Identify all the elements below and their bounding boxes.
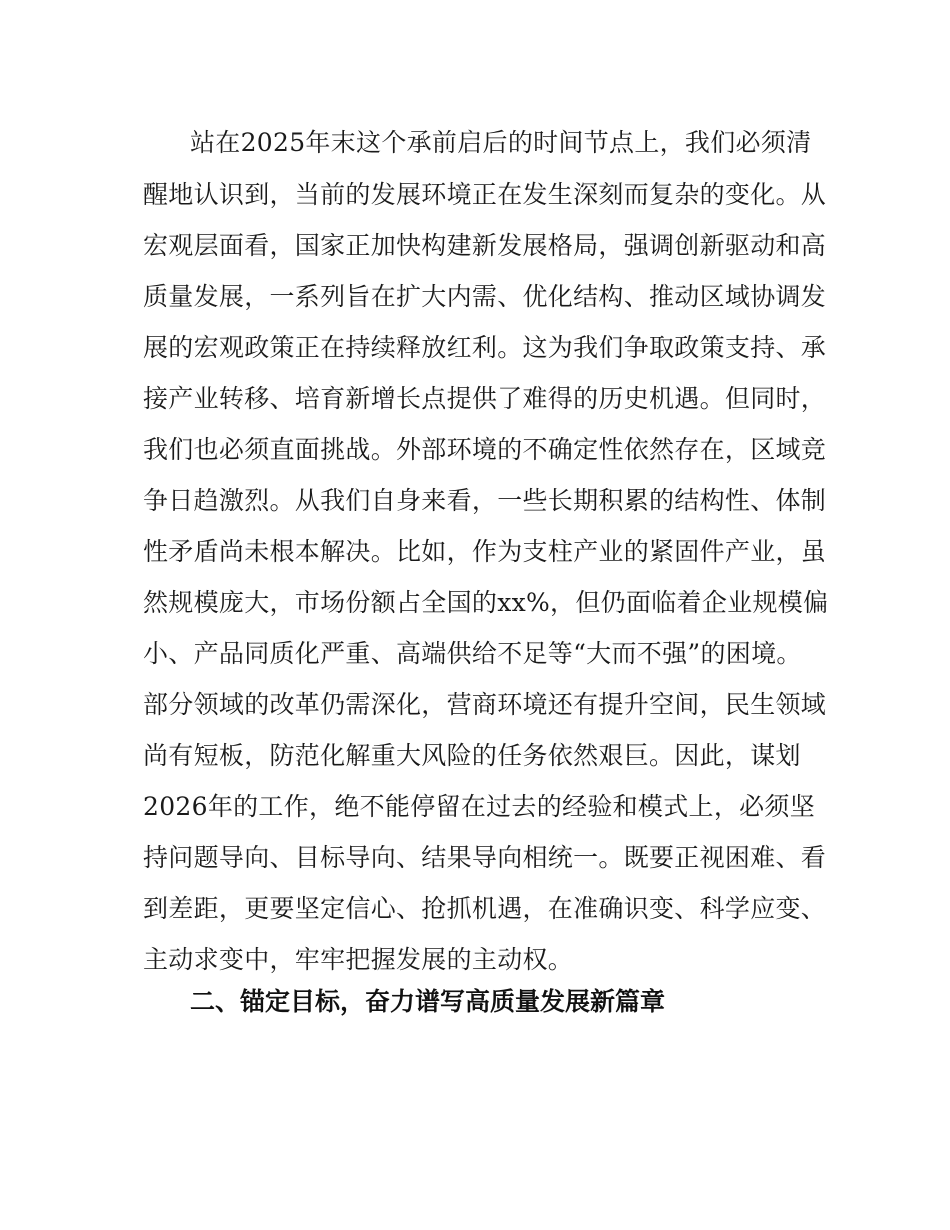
- paragraph-line: 争日趋激烈。从我们自身来看，一些长期积累的结构性、体制: [143, 486, 827, 515]
- paragraph-line: 性矛盾尚未根本解决。比如，作为支柱产业的紧固件产业，虽: [143, 537, 827, 566]
- paragraph-line: 主动求变中，牢牢把握发展的主动权。: [143, 945, 574, 974]
- paragraph-line: 接产业转移、培育新增长点提供了难得的历史机遇。但同时，: [143, 384, 827, 413]
- section-heading: 二、锚定目标，奋力谱写高质量发展新篇章: [190, 987, 666, 1016]
- paragraph-line: 然规模庞大，市场份额占全国的xx%，但仍面临着企业规模偏: [143, 588, 829, 617]
- paragraph-line: 小、产品同质化严重、高端供给不足等“大而不强”的困境。: [143, 639, 802, 668]
- paragraph-line: 持问题导向、目标导向、结果导向相统一。既要正视困难、看: [143, 843, 827, 872]
- paragraph-line: 展的宏观政策正在持续释放红利。这为我们争取政策支持、承: [143, 333, 827, 362]
- paragraph-line: 尚有短板，防范化解重大风险的任务依然艰巨。因此，谋划: [143, 741, 801, 770]
- paragraph-line: 部分领域的改革仍需深化，营商环境还有提升空间，民生领域: [143, 690, 827, 719]
- paragraph-line: 2026年的工作，绝不能停留在过去的经验和模式上，必须坚: [143, 792, 816, 821]
- paragraph-line: 站在2025年末这个承前启后的时间节点上，我们必须清: [190, 128, 812, 157]
- paragraph-line: 到差距，更要坚定信心、抢抓机遇，在准确识变、科学应变、: [143, 894, 827, 923]
- paragraph-line: 醒地认识到，当前的发展环境正在发生深刻而复杂的变化。从: [143, 180, 827, 209]
- paragraph-line: 质量发展，一系列旨在扩大内需、优化结构、推动区域协调发: [143, 282, 827, 311]
- paragraph-line: 我们也必须直面挑战。外部环境的不确定性依然存在，区域竞: [143, 435, 827, 464]
- paragraph-line: 宏观层面看，国家正加快构建新发展格局，强调创新驱动和高: [143, 231, 827, 260]
